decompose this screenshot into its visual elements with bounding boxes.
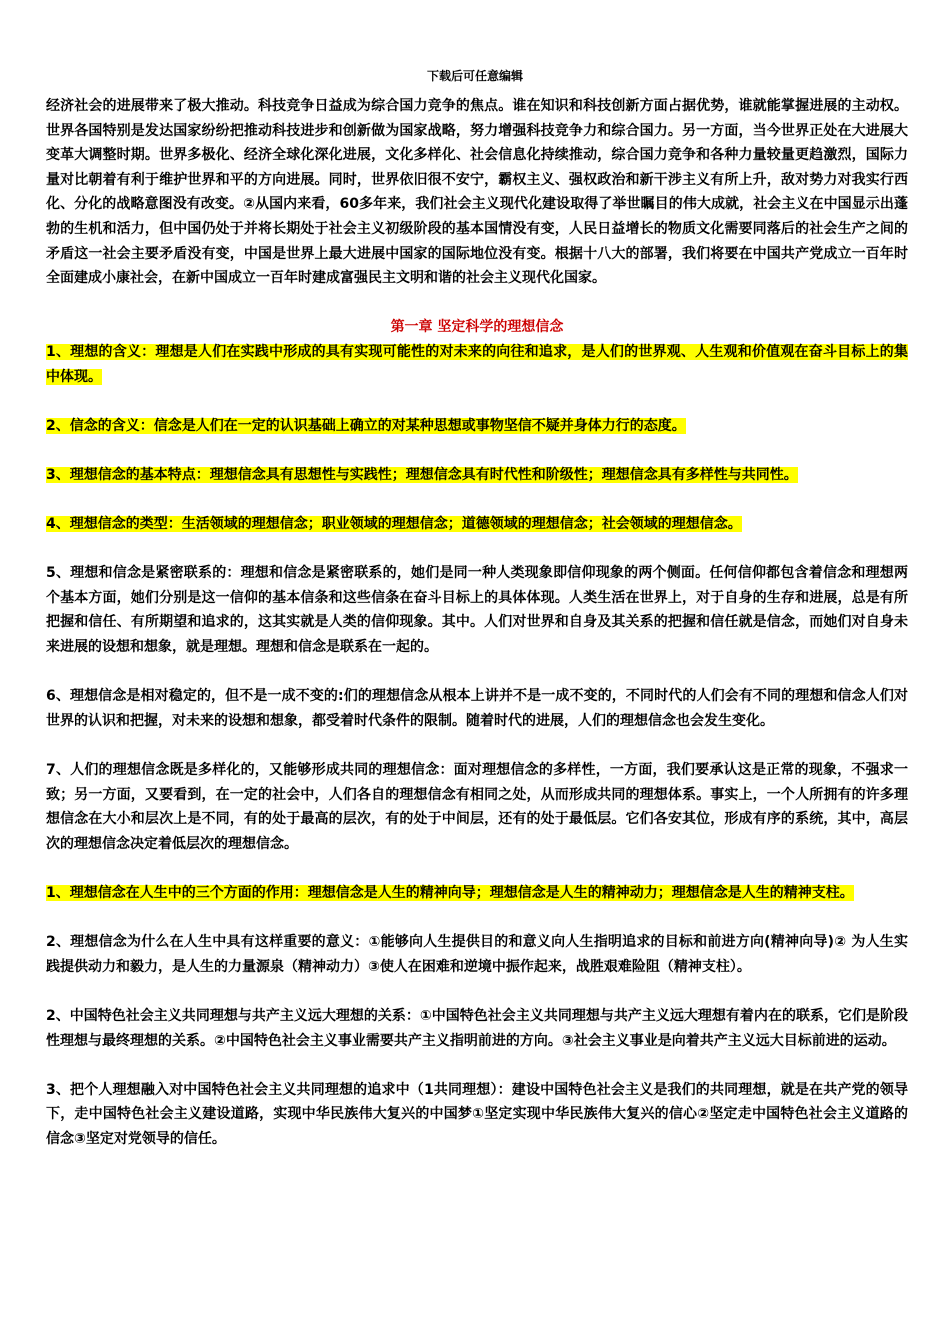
- intro-paragraph: 经济社会的进展带来了极大推动。科技竞争日益成为综合国力竞争的焦点。谁在知识和科技创新方面占据优势，谁就能掌握进展的主动权。世界各国特别是发达国家纷纷把推动科技进步和创新做为国家战略，努力增强科技竞争力和综合国力。另一方面，当今世界正处在大进展大变革大调整时期。世界多极化、经济全球化深化进展，文化多样化、社会信息化持续推动，综合国力竞争和各种力量较量更趋激烈，国际力量对比朝着有利于维护世界和平的方向进展。同时，世界依旧很不安宁，霸权主义、强权政治和新干涉主义有所上升，敌对势力对我实行西化、分化的战略意图没有改变。②从国内来看，60多年来，我们社会主义现代化建设取得了举世瞩目的伟大成就，社会主义在中国显示出蓬勃的生机和活力，但中国仍处于并将长期处于社会主义初级阶段的基本国情没有变，人民日益增长的物质文化需要同落后的社会生产之间的矛盾这一社会主要矛盾没有变，中国是世界上最大进展中国家的国际地位没有变。根据十八大的部署，我们将要在中国共产党成立一百年时全面建成小康社会，在新中国成立一百年时建成富强民主文明和谐的社会主义现代化国家。: [46, 98, 908, 287]
- item-diversity-commonality: 7、人们的理想信念既是多样化的，又能够形成共同的理想信念：面对理想信念的多样性，一方面，我们要承认这是正常的现象，不强求一致；另一方面，又要看到，在一定的社会中，人们各自的理想信念有相同之处，从而形成共同的理想体系。事实上，一个人所拥有的许多理想信念在大小和层次上是不同，有的处于最高的层次，有的处于中间层，还有的处于最低层。它们各安其位，形成有序的系统，其中，高层次的理想信念决定着低层次的理想信念。: [46, 762, 908, 852]
- chapter-title: 第一章 坚定科学的理想信念: [390, 319, 564, 336]
- highlighted-text: 3、理想信念的基本特点：理想信念具有思想性与实践性；理想信念具有时代性和阶级性；理想信念具有多样性与共同性。: [46, 466, 798, 483]
- item-personal-into-common: 3、把个人理想融入对中国特色社会主义共同理想的追求中（1共同理想）：建设中国特色社会主义是我们的共同理想，就是在共产党的领导下，走中国特色社会主义建设道路，实现中华民族伟大复兴的中国梦①坚定实现中华民族伟大复兴的信心②坚定走中国特色社会主义道路的信念③坚定对党领导的信任。: [46, 1081, 908, 1147]
- item-three-roles: [46, 881, 908, 906]
- item-basic-features: [46, 463, 908, 488]
- highlighted-text: 1、理想信念在人生中的三个方面的作用：理想信念是人生的精神向导；理想信念是人生的精神动力；理想信念是人生的精神支柱。: [46, 885, 854, 901]
- item-belief-meaning: [46, 414, 908, 439]
- item-common-vs-ultimate: 2、中国特色社会主义共同理想与共产主义远大理想的关系：①中国特色社会主义共同理想与共产主义远大理想有着内在的联系，它们是阶段性理想与最终理想的关系。②中国特色社会主义事业需要共产主义指明前进的方向。③社会主义事业是向着共产主义远大目标前进的运动。: [46, 1007, 908, 1049]
- highlighted-text: 2、信念的含义：信念是人们在一定的认识基础上确立的对某种思想或事物坚信不疑并身体力行的态度。: [46, 417, 686, 434]
- highlighted-text: 1、理想的含义：理想是人们在实践中形成的具有实现可能性的对未来的向往和追求，是人们的世界观、人生观和价值观在奋斗目标上的集中体现。: [46, 343, 908, 385]
- item-importance: 2、理想信念为什么在人生中具有这样重要的意义：①能够向人生提供目的和意义向人生指明追求的目标和前进方向(精神向导)② 为人生实践提供动力和毅力，是人生的力量源泉（精神动力）③使人在困难和逆境中振作起来，战胜艰难险阻（精神支柱）。: [46, 934, 908, 975]
- highlighted-text: 4、理想信念的类型：生活领域的理想信念；职业领域的理想信念；道德领域的理想信念；社会领域的理想信念。: [46, 516, 742, 533]
- item-ideal-belief-relation: 5、理想和信念是紧密联系的：理想和信念是紧密联系的，她们是同一种人类现象即信仰现象的两个侧面。任何信仰都包含着信念和理想两个基本方面，她们分别是这一信仰的基本信条和这些信条在奋斗目标上的具体体现。人类生活在世界上，对于自身的生存和进展，总是有所把握和信任、有所期望和追求的，这其实就是人类的信仰现象。其中。人们对世界和自身及其关系的把握和信任就是信念，而她们对自身未来进展的设想和想象，就是理想。理想和信念是联系在一起的。: [46, 565, 908, 656]
- item-relative-stability: 6、理想信念是相对稳定的，但不是一成不变的:们的理想信念从根本上讲并不是一成不变的，不同时代的人们会有不同的理想和信念人们对世界的认识和把握，对未来的设想和想象，都受着时代条件的限制。随着时代的进展，人们的理想信念也会发生变化。: [46, 688, 908, 729]
- item-types: [46, 512, 908, 537]
- item-ideal-meaning: [46, 340, 908, 389]
- document-body: [46, 94, 908, 1152]
- page-header: 下载后可任意编辑: [426, 69, 523, 83]
